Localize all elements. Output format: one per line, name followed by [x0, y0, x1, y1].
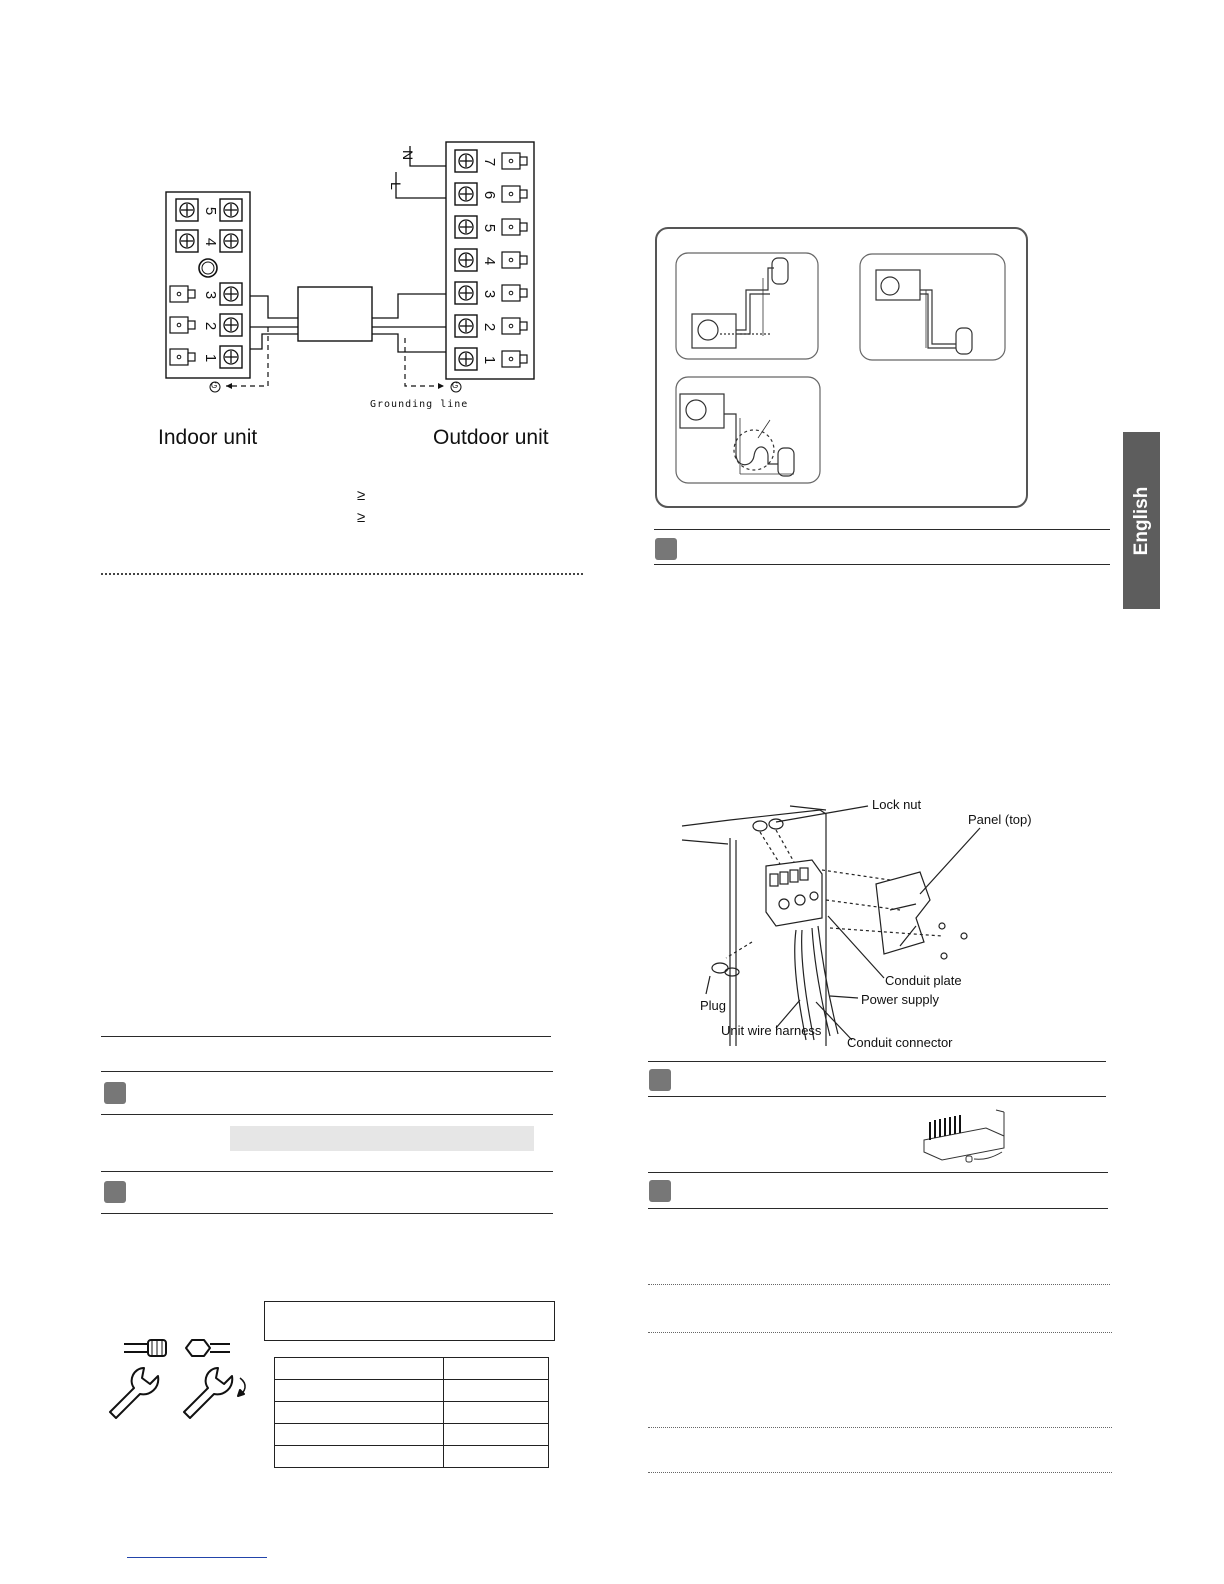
power-supply-label: Power supply — [861, 992, 940, 1007]
dotted-separator — [648, 1332, 1112, 1333]
section-rule — [654, 529, 1110, 530]
indoor-terminal-number: 2 — [202, 321, 220, 331]
dotted-separator — [648, 1427, 1112, 1428]
installation-height-figure — [650, 224, 1035, 510]
dotted-separator — [648, 1472, 1112, 1473]
indoor-terminal-number: 5 — [202, 206, 220, 216]
section-rule — [101, 1213, 553, 1214]
footnote-rule — [127, 1557, 267, 1558]
shaded-text-area — [230, 1126, 534, 1151]
section-badge — [104, 1181, 126, 1203]
outdoor-unit-base-figure — [918, 1108, 1018, 1168]
panel-top-label: Panel (top) — [968, 812, 1032, 827]
unit-wire-harness-label: Unit wire harness — [721, 1023, 822, 1038]
outdoor-terminal-number: 1 — [481, 355, 499, 365]
section-rule — [101, 1036, 551, 1037]
power-line-n-label: N — [400, 150, 416, 161]
ground-symbol-outdoor: G — [452, 381, 459, 390]
conduit-plate-label: Conduit plate — [885, 973, 962, 988]
indoor-terminal-number: 4 — [202, 237, 220, 247]
outdoor-terminal-number: 2 — [481, 322, 499, 332]
indoor-terminal-number: 3 — [202, 290, 220, 300]
section-rule — [654, 564, 1110, 565]
language-tab-label: English — [1130, 486, 1152, 555]
section-badge — [649, 1180, 671, 1202]
lock-nut-label: Lock nut — [872, 797, 922, 812]
section-rule — [101, 1071, 553, 1072]
section-rule — [648, 1172, 1108, 1173]
ground-symbol-indoor: G — [211, 381, 218, 390]
outdoor-terminal-number: 3 — [481, 289, 499, 299]
section-rule — [101, 1171, 553, 1172]
outdoor-unit-label: Outdoor unit — [433, 426, 549, 449]
torque-header-box — [264, 1301, 555, 1341]
section-badge — [655, 538, 677, 560]
plug-label: Plug — [700, 998, 727, 1013]
table-row — [275, 1402, 549, 1424]
indoor-terminal-number: 1 — [202, 353, 220, 363]
outdoor-terminal-number: 5 — [481, 223, 499, 233]
indoor-unit-label: Indoor unit — [158, 426, 258, 449]
conduit-connector-label: Conduit connector — [847, 1035, 953, 1050]
section-rule — [101, 1114, 553, 1115]
section-divider-dotted — [101, 573, 583, 575]
dotted-separator — [648, 1284, 1110, 1285]
table-row — [275, 1424, 549, 1446]
terminal-wiring-diagram — [0, 0, 620, 480]
table-row — [275, 1380, 549, 1402]
outdoor-terminal-number: 4 — [481, 256, 499, 266]
outdoor-terminal-number: 7 — [481, 157, 499, 167]
section-badge — [649, 1069, 671, 1091]
grounding-line-label: Grounding line — [370, 399, 469, 410]
torque-table — [274, 1357, 549, 1468]
inequality-glyph: ≥ — [357, 509, 366, 526]
outdoor-terminal-number: 6 — [481, 190, 499, 200]
section-rule — [648, 1096, 1106, 1097]
section-badge — [104, 1082, 126, 1104]
wrench-tightening-figure — [100, 1330, 260, 1420]
power-line-l-label: L — [388, 182, 404, 190]
section-rule — [648, 1208, 1108, 1209]
table-row — [275, 1358, 549, 1380]
inequality-glyph: ≥ — [357, 487, 366, 504]
table-row — [275, 1446, 549, 1468]
language-tab[interactable] — [1123, 432, 1160, 609]
section-rule — [648, 1061, 1106, 1062]
